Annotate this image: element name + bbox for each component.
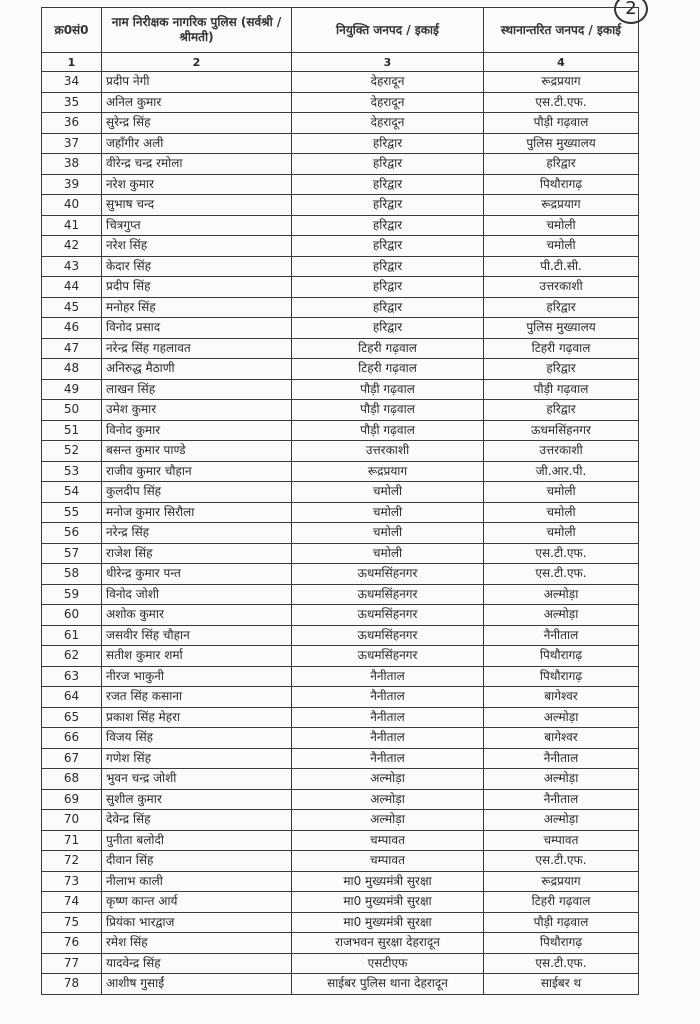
officer-name-cell: यादवेन्द्र सिंह (102, 953, 292, 974)
table-row (42, 256, 639, 277)
table-row (42, 953, 639, 974)
serial-number-cell: 47 (42, 338, 102, 359)
posted-unit-cell: मा0 मुख्यमंत्री सुरक्षा (292, 912, 484, 933)
serial-number-cell: 46 (42, 318, 102, 339)
officer-name-cell: वीरेन्द्र चन्द्र रमोला (102, 154, 292, 175)
serial-number-cell: 56 (42, 523, 102, 544)
transferred-unit-cell: पुलिस मुख्यालय (484, 318, 639, 339)
posted-unit-cell: चमोली (292, 482, 484, 503)
transferred-unit-cell: नैनीताल (484, 625, 639, 646)
posted-unit-cell: चमोली (292, 502, 484, 523)
posted-unit-cell: ऊधमसिंहनगर (292, 625, 484, 646)
serial-number-cell: 51 (42, 420, 102, 441)
serial-number-cell: 69 (42, 789, 102, 810)
posted-unit-cell: हरिद्वार (292, 236, 484, 257)
transferred-unit-cell: चमोली (484, 502, 639, 523)
serial-number-cell: 77 (42, 953, 102, 974)
table-row (42, 154, 639, 175)
posted-unit-cell: हरिद्वार (292, 174, 484, 195)
posted-unit-cell: पौड़ी गढ़वाल (292, 420, 484, 441)
serial-number-cell: 42 (42, 236, 102, 257)
serial-number-cell: 40 (42, 195, 102, 216)
transferred-unit-cell: रूद्रप्रयाग (484, 72, 639, 93)
transferred-unit-cell: चमोली (484, 215, 639, 236)
serial-number-cell: 34 (42, 72, 102, 93)
table-row (42, 687, 639, 708)
transferred-unit-cell: ऊधमसिंहनगर (484, 420, 639, 441)
officer-name-cell: रजत सिंह कसाना (102, 687, 292, 708)
officer-name-cell: विनोद प्रसाद (102, 318, 292, 339)
posted-unit-cell: चम्पावत (292, 830, 484, 851)
transferred-unit-cell: एस.टी.एफ. (484, 953, 639, 974)
table-row (42, 728, 639, 749)
posted-unit-cell: चमोली (292, 523, 484, 544)
officer-name-cell: सुशील कुमार (102, 789, 292, 810)
posted-unit-cell: नैनीताल (292, 707, 484, 728)
table-row (42, 400, 639, 421)
posted-unit-cell: एसटीएफ (292, 953, 484, 974)
table-row (42, 892, 639, 913)
officer-name-cell: केदार सिंह (102, 256, 292, 277)
column-number: 3 (292, 53, 484, 72)
posted-unit-cell: देहरादून (292, 72, 484, 93)
transferred-unit-cell: चम्पावत (484, 830, 639, 851)
serial-number-cell: 74 (42, 892, 102, 913)
table-header (42, 8, 639, 72)
header-serial-number: क्र0सं0 (42, 8, 102, 53)
serial-number-cell: 37 (42, 133, 102, 154)
serial-number-cell: 65 (42, 707, 102, 728)
officer-name-cell: गणेश सिंह (102, 748, 292, 769)
transferred-unit-cell: पिथौरागढ़ (484, 174, 639, 195)
officer-name-cell: कृष्ण कान्त आर्य (102, 892, 292, 913)
officer-name-cell: बसन्त कुमार पाण्डे (102, 441, 292, 462)
posted-unit-cell: हरिद्वार (292, 318, 484, 339)
officer-name-cell: विनोद जोशी (102, 584, 292, 605)
table-row (42, 482, 639, 503)
column-number: 4 (484, 53, 639, 72)
table-row (42, 297, 639, 318)
posted-unit-cell: ऊधमसिंहनगर (292, 564, 484, 585)
transferred-unit-cell: एस.टी.एफ. (484, 92, 639, 113)
transferred-unit-cell: टिहरी गढ़वाल (484, 892, 639, 913)
table-row (42, 502, 639, 523)
transferred-unit-cell: पिथौरागढ़ (484, 646, 639, 667)
serial-number-cell: 49 (42, 379, 102, 400)
table-row (42, 195, 639, 216)
transferred-unit-cell: पिथौरागढ़ (484, 933, 639, 954)
posted-unit-cell: देहरादून (292, 113, 484, 134)
officer-name-cell: अशोक कुमार (102, 605, 292, 626)
header-posted-unit: नियुक्ति जनपद / इकाई (292, 8, 484, 53)
table-row (42, 318, 639, 339)
table-row (42, 748, 639, 769)
serial-number-cell: 55 (42, 502, 102, 523)
serial-number-cell: 62 (42, 646, 102, 667)
table-row (42, 625, 639, 646)
officer-name-cell: धीरेन्द्र कुमार पन्त (102, 564, 292, 585)
transferred-unit-cell: बागेश्वर (484, 687, 639, 708)
table-row (42, 851, 639, 872)
officer-name-cell: प्रकाश सिंह मेहरा (102, 707, 292, 728)
table-row (42, 113, 639, 134)
transferred-unit-cell: एस.टी.एफ. (484, 564, 639, 585)
table-row (42, 359, 639, 380)
table-row (42, 605, 639, 626)
serial-number-cell: 39 (42, 174, 102, 195)
transferred-unit-cell: पिथौरागढ़ (484, 666, 639, 687)
posted-unit-cell: अल्मोड़ा (292, 810, 484, 831)
officer-name-cell: लाखन सिंह (102, 379, 292, 400)
serial-number-cell: 64 (42, 687, 102, 708)
header-officer-name: नाम निरीक्षक नागरिक पुलिस (सर्वश्री / श्रीमती) (102, 8, 292, 53)
officer-name-cell: राजीव कुमार चौहान (102, 461, 292, 482)
serial-number-cell: 67 (42, 748, 102, 769)
transferred-unit-cell: बागेश्वर (484, 728, 639, 749)
posted-unit-cell: ऊधमसिंहनगर (292, 584, 484, 605)
transferred-unit-cell: रूद्रप्रयाग (484, 195, 639, 216)
header-transferred-unit: स्थानान्तरित जनपद / इकाई (484, 8, 639, 53)
officer-name-cell: रमेश सिंह (102, 933, 292, 954)
transferred-unit-cell: अल्मोड़ा (484, 707, 639, 728)
serial-number-cell: 59 (42, 584, 102, 605)
transferred-unit-cell: चमोली (484, 236, 639, 257)
serial-number-cell: 53 (42, 461, 102, 482)
table-row (42, 789, 639, 810)
posted-unit-cell: मा0 मुख्यमंत्री सुरक्षा (292, 871, 484, 892)
posted-unit-cell: उत्तरकाशी (292, 441, 484, 462)
posted-unit-cell: हरिद्वार (292, 277, 484, 298)
serial-number-cell: 44 (42, 277, 102, 298)
transferred-unit-cell: टिहरी गढ़वाल (484, 338, 639, 359)
posted-unit-cell: हरिद्वार (292, 297, 484, 318)
column-number: 2 (102, 53, 292, 72)
transferred-unit-cell: नैनीताल (484, 748, 639, 769)
table-row (42, 810, 639, 831)
posted-unit-cell: हरिद्वार (292, 154, 484, 175)
officer-name-cell: कुलदीप सिंह (102, 482, 292, 503)
posted-unit-cell: नैनीताल (292, 728, 484, 749)
transferred-unit-cell: पौड़ी गढ़वाल (484, 379, 639, 400)
officer-name-cell: प्रियंका भारद्वाज (102, 912, 292, 933)
transferred-unit-cell: हरिद्वार (484, 400, 639, 421)
posted-unit-cell: नैनीताल (292, 666, 484, 687)
officer-name-cell: नरेन्द्र सिंह गहलावत (102, 338, 292, 359)
table-row (42, 441, 639, 462)
table-body (42, 72, 639, 995)
officer-name-cell: चित्रगुप्त (102, 215, 292, 236)
transferred-unit-cell: अल्मोड़ा (484, 769, 639, 790)
table-row (42, 871, 639, 892)
table-row (42, 420, 639, 441)
officer-name-cell: सुरेन्द्र सिंह (102, 113, 292, 134)
transferred-unit-cell: जी.आर.पी. (484, 461, 639, 482)
officer-name-cell: पुनीता बलोदी (102, 830, 292, 851)
posted-unit-cell: टिहरी गढ़वाल (292, 338, 484, 359)
transferred-unit-cell: चमोली (484, 523, 639, 544)
serial-number-cell: 52 (42, 441, 102, 462)
officer-name-cell: अनिल कुमार (102, 92, 292, 113)
table-row (42, 912, 639, 933)
table-row (42, 72, 639, 93)
officer-name-cell: सतीश कुमार शर्मा (102, 646, 292, 667)
table-row (42, 236, 639, 257)
table-row (42, 174, 639, 195)
table-row (42, 707, 639, 728)
table-row (42, 830, 639, 851)
officer-name-cell: मनोहर सिंह (102, 297, 292, 318)
officer-name-cell: सुभाष चन्द (102, 195, 292, 216)
table-row (42, 215, 639, 236)
serial-number-cell: 50 (42, 400, 102, 421)
serial-number-cell: 72 (42, 851, 102, 872)
table-row (42, 277, 639, 298)
transferred-unit-cell: एस.टी.एफ. (484, 851, 639, 872)
table-row (42, 646, 639, 667)
serial-number-cell: 61 (42, 625, 102, 646)
officer-name-cell: नरेश कुमार (102, 174, 292, 195)
transferred-unit-cell: एस.टी.एफ. (484, 543, 639, 564)
serial-number-cell: 36 (42, 113, 102, 134)
serial-number-cell: 60 (42, 605, 102, 626)
posted-unit-cell: अल्मोड़ा (292, 789, 484, 810)
serial-number-cell: 48 (42, 359, 102, 380)
serial-number-cell: 70 (42, 810, 102, 831)
posted-unit-cell: चम्पावत (292, 851, 484, 872)
posted-unit-cell: नैनीताल (292, 687, 484, 708)
officer-name-cell: अनिरुद्ध मैठाणी (102, 359, 292, 380)
serial-number-cell: 57 (42, 543, 102, 564)
serial-number-cell: 76 (42, 933, 102, 954)
table-row (42, 379, 639, 400)
table-row (42, 584, 639, 605)
posted-unit-cell: ऊधमसिंहनगर (292, 605, 484, 626)
transferred-unit-cell: हरिद्वार (484, 154, 639, 175)
posted-unit-cell: अल्मोड़ा (292, 769, 484, 790)
column-number-row (42, 53, 639, 72)
table-row (42, 92, 639, 113)
serial-number-cell: 35 (42, 92, 102, 113)
posted-unit-cell: साईबर पुलिस थाना देहरादून (292, 974, 484, 995)
officer-name-cell: नीलाभ काली (102, 871, 292, 892)
serial-number-cell: 78 (42, 974, 102, 995)
officer-name-cell: जहाँगीर अली (102, 133, 292, 154)
serial-number-cell: 38 (42, 154, 102, 175)
transferred-unit-cell: अल्मोड़ा (484, 584, 639, 605)
officer-name-cell: प्रदीप नेगी (102, 72, 292, 93)
table-row (42, 523, 639, 544)
page-number-badge: 2 (614, 0, 648, 24)
transferred-unit-cell: हरिद्वार (484, 297, 639, 318)
officer-name-cell: दीवान सिंह (102, 851, 292, 872)
transferred-unit-cell: पौड़ी गढ़वाल (484, 912, 639, 933)
transferred-unit-cell: नैनीताल (484, 789, 639, 810)
posted-unit-cell: देहरादून (292, 92, 484, 113)
officer-name-cell: राजेश सिंह (102, 543, 292, 564)
posted-unit-cell: ऊधमसिंहनगर (292, 646, 484, 667)
officer-name-cell: उमेश कुमार (102, 400, 292, 421)
transferred-unit-cell: चमोली (484, 482, 639, 503)
table-row (42, 461, 639, 482)
transferred-unit-cell: रूद्रप्रयाग (484, 871, 639, 892)
transferred-unit-cell: पी.टी.सी. (484, 256, 639, 277)
posted-unit-cell: रूद्रप्रयाग (292, 461, 484, 482)
officer-name-cell: नीरज भाकुनी (102, 666, 292, 687)
serial-number-cell: 58 (42, 564, 102, 585)
officer-name-cell: भुवन चन्द्र जोशी (102, 769, 292, 790)
table-row (42, 769, 639, 790)
table-row (42, 666, 639, 687)
posted-unit-cell: हरिद्वार (292, 133, 484, 154)
posted-unit-cell: नैनीताल (292, 748, 484, 769)
serial-number-cell: 68 (42, 769, 102, 790)
serial-number-cell: 71 (42, 830, 102, 851)
transferred-unit-cell: साईबर थ (484, 974, 639, 995)
serial-number-cell: 66 (42, 728, 102, 749)
table-row (42, 543, 639, 564)
posted-unit-cell: हरिद्वार (292, 256, 484, 277)
table-row (42, 338, 639, 359)
officer-name-cell: नरेश सिंह (102, 236, 292, 257)
table-row (42, 974, 639, 995)
transferred-unit-cell: उत्तरकाशी (484, 441, 639, 462)
serial-number-cell: 73 (42, 871, 102, 892)
transferred-unit-cell: पुलिस मुख्यालय (484, 133, 639, 154)
officer-name-cell: नरेन्द्र सिंह (102, 523, 292, 544)
column-number: 1 (42, 53, 102, 72)
serial-number-cell: 41 (42, 215, 102, 236)
posted-unit-cell: हरिद्वार (292, 215, 484, 236)
transferred-unit-cell: अल्मोड़ा (484, 810, 639, 831)
serial-number-cell: 63 (42, 666, 102, 687)
transferred-unit-cell: हरिद्वार (484, 359, 639, 380)
table-row (42, 933, 639, 954)
posted-unit-cell: मा0 मुख्यमंत्री सुरक्षा (292, 892, 484, 913)
serial-number-cell: 54 (42, 482, 102, 503)
serial-number-cell: 43 (42, 256, 102, 277)
officer-name-cell: मनोज कुमार सिरौला (102, 502, 292, 523)
transfer-list-table (41, 7, 639, 995)
posted-unit-cell: हरिद्वार (292, 195, 484, 216)
transferred-unit-cell: अल्मोड़ा (484, 605, 639, 626)
officer-name-cell: विजय सिंह (102, 728, 292, 749)
table-row (42, 564, 639, 585)
officer-name-cell: आशीष गुसाईं (102, 974, 292, 995)
serial-number-cell: 45 (42, 297, 102, 318)
posted-unit-cell: टिहरी गढ़वाल (292, 359, 484, 380)
posted-unit-cell: चमोली (292, 543, 484, 564)
posted-unit-cell: पौड़ी गढ़वाल (292, 379, 484, 400)
officer-name-cell: प्रदीप सिंह (102, 277, 292, 298)
posted-unit-cell: राजभवन सुरक्षा देहरादून (292, 933, 484, 954)
serial-number-cell: 75 (42, 912, 102, 933)
table-row (42, 133, 639, 154)
officer-name-cell: विनोद कुमार (102, 420, 292, 441)
posted-unit-cell: पौड़ी गढ़वाल (292, 400, 484, 421)
officer-name-cell: जसवीर सिंह चौहान (102, 625, 292, 646)
transferred-unit-cell: पौड़ी गढ़वाल (484, 113, 639, 134)
transferred-unit-cell: उत्तरकाशी (484, 277, 639, 298)
officer-name-cell: देवेन्द्र सिंह (102, 810, 292, 831)
